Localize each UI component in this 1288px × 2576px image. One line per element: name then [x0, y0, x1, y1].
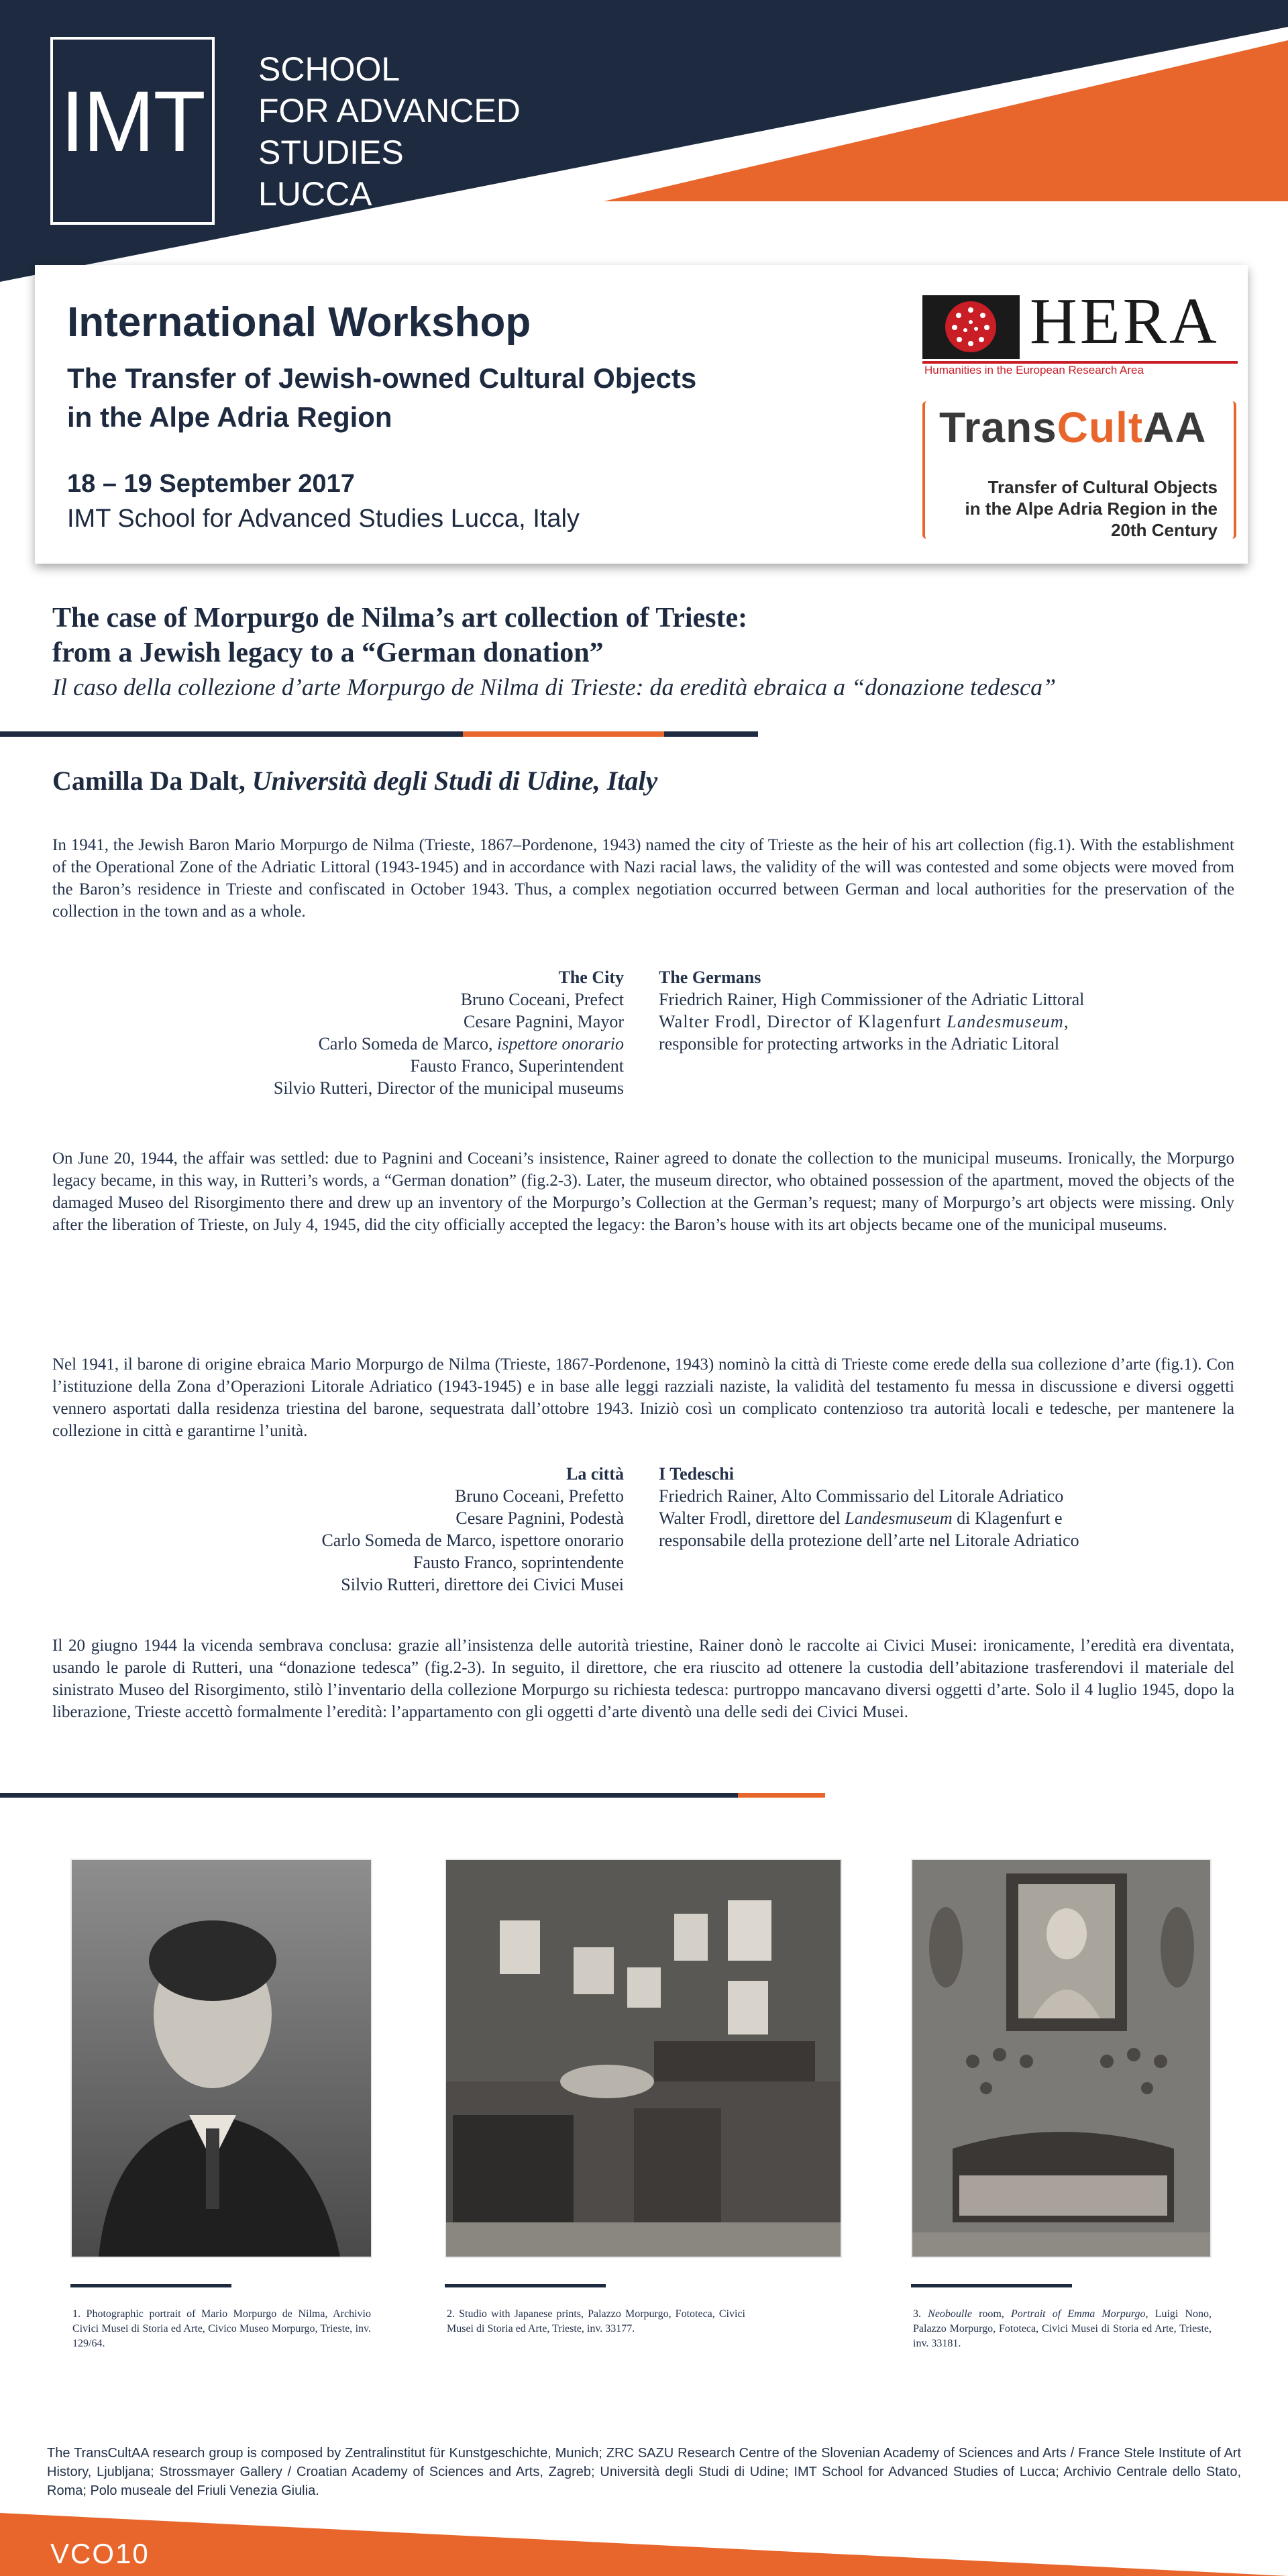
workshop-title: International Workshop: [67, 299, 531, 346]
city-member: Bruno Coceani, Prefect: [460, 990, 624, 1009]
english-city-heading: The City: [558, 968, 624, 987]
figure-1-caption: 1. Photographic portrait of Mario Morpurgo de Nilma, Archivio Civici Musei di Storia ed Arte, Civico Museo Morpurgo, Trieste, inv. 129/64.: [72, 2308, 371, 2349]
tedeschi-member: responsabile della protezione dell’arte nel Litorale Adriatico: [659, 1531, 1079, 1550]
figure-1-portrait-image: [70, 1859, 372, 2258]
transcult-trans: Trans: [939, 403, 1057, 452]
english-germans-list: [659, 966, 1195, 1055]
transcult-desc-line: in the Alpe Adria Region in the: [965, 499, 1218, 519]
workshop-place: IMT School for Advanced Studies Lucca, Italy: [67, 505, 580, 533]
transcult-cult: Cult: [1057, 403, 1144, 452]
tedeschi-member: Friedrich Rainer, Alto Commissario del Litorale Adriatico: [659, 1486, 1064, 1506]
transcult-desc-line: 20th Century: [1111, 520, 1218, 540]
city-member: Fausto Franco, Superintendent: [410, 1056, 624, 1076]
italian-city-list: [134, 1463, 624, 1596]
figure-2-caption: 2. Studio with Japanese prints, Palazzo Morpurgo, Fototeca, Civici Musei di Storia ed Arte, Trieste, inv. 33177.: [447, 2308, 745, 2334]
imt-logo-text: IMT: [60, 74, 205, 170]
transcult-logo: [939, 403, 1207, 452]
english-germans-heading: The Germans: [659, 968, 761, 987]
school-name: [258, 48, 521, 215]
school-line: SCHOOL: [258, 50, 400, 88]
case-title: [52, 601, 747, 670]
citta-member: Fausto Franco, soprintendente: [413, 1553, 624, 1572]
workshop-subtitle: [67, 359, 696, 437]
english-paragraph-2: On June 20, 1944, the affair was settled: due to Pagnini and Coceani’s insistence, Rainer agreed to donate the collection to the municipal museums. Ironically, the Morpurgo legacy became, in this way, in Rutteri’s words, a “German donation” (fig.2-3). Later, the museum director, who obtained possession of the apartment, moved the objects of the damaged Museo del Risorgimento there and drew up an inventory of the Morpurgo’s Collection at the German’s request; many of Morpurgo’s art objects were missing. Only after the liberation of Trieste, on July 4, 1945, did the city officially accepted the legacy: the Baron’s house with its art objects became one of the municipal museums.: [52, 1149, 1234, 1234]
english-city-list: [134, 966, 624, 1099]
school-line: FOR ADVANCED: [258, 92, 521, 130]
italian-germans-list: [659, 1463, 1195, 1551]
citta-member: Carlo Someda de Marco, ispettore onorario: [321, 1531, 624, 1550]
title-divider-navy-end: [664, 731, 758, 737]
school-line: LUCCA: [258, 175, 372, 213]
case-title-line: The case of Morpurgo de Nilma’s art collection of Trieste:: [52, 603, 748, 633]
english-paragraph-1: In 1941, the Jewish Baron Mario Morpurgo de Nilma (Trieste, 1867–Pordenone, 1943) named the city of Trieste as the heir of his art collection (fig.1). With the establishment of the Operational Zone of the Adriatic Littoral (1943-1945) and in accordance with Nazi racial laws, the validity of the will was contested and some objects were moved from the Baron’s residence in Trieste and confiscated in October 1943. Thus, a complex negotiation occurred between German and local authorities for the preservation of the collection in the town and as a whole.: [52, 836, 1234, 921]
figure-2-studio-image: [445, 1859, 842, 2258]
citta-member: Silvio Rutteri, direttore dei Civici Musei: [341, 1575, 624, 1594]
figure-3-caption-rule: [911, 2284, 1072, 2287]
city-member: Cesare Pagnini, Mayor: [463, 1012, 624, 1031]
germans-member: Friedrich Rainer, High Commissioner of the Adriatic Littoral: [659, 990, 1085, 1009]
workshop-subtitle-line: The Transfer of Jewish-owned Cultural Objects: [67, 362, 697, 394]
figure-2-caption-rule: [445, 2284, 606, 2287]
workshop-subtitle-line: in the Alpe Adria Region: [67, 401, 392, 433]
vco10-logo: VCO10: [50, 2538, 150, 2569]
author-line: [52, 765, 657, 796]
section-divider-orange: [738, 1793, 825, 1798]
hera-emblem-icon: [922, 295, 1020, 359]
workshop-date: 18 – 19 September 2017: [67, 470, 355, 498]
italian-paragraph-2: Il 20 giugno 1944 la vicenda sembrava conclusa: grazie all’insistenza delle autorità triestine, Rainer donò le raccolte ai Civici Musei: ironicamente, l’eredità era diventata, usando le parole di Rutteri, una “donazione tedesca” (fig.2-3). In seguito, il direttore, che era riuscito ad ottenere la custodia dell’abitazione trasferendovi il materiale del sinistrato Museo del Risorgimento, stilò l’inventario della collezione Morpurgo su richiesta tedesca: purtroppo mancavano diversi oggetti d’arte. Solo il 4 luglio 1945, dopo la liberazione, Trieste accettò formalmente l’eredità: l’appartamento con gli oggetti d’arte diventò una delle sedi dei Civici Musei.: [52, 1637, 1234, 1721]
transcult-desc-line: Transfer of Cultural Objects: [987, 477, 1218, 497]
germans-member: Walter Frodl, Director of Klagenfurt Landesmuseum,: [659, 1012, 1069, 1031]
school-line: STUDIES: [258, 134, 404, 171]
city-member: Carlo Someda de Marco, ispettore onorario: [318, 1034, 624, 1053]
italian-germans-heading: I Tedeschi: [659, 1464, 734, 1484]
footer-research-group: The TransCultAA research group is composed by Zentralinstitut für Kunstgeschichte, Munich; ZRC SAZU Research Centre of the Slovenian Academy of Sciences and Arts / France Stele Institute of Art History, Ljubljana; Strossmayer Gallery / Croatian Academy of Sciences and Arts, Zagreb; Università degli Studi di Udine; IMT School for Advanced Studies of Lucca; Archivio Centrale dello Stato, Roma; Polo museale del Friuli Venezia Giulia.: [47, 2446, 1241, 2498]
title-divider-navy: [0, 731, 463, 737]
city-member: Silvio Rutteri, Director of the municipal museums: [273, 1078, 624, 1098]
hera-wordmark: HERA: [1030, 285, 1220, 358]
citta-member: Bruno Coceani, Prefetto: [455, 1486, 624, 1506]
transcult-description: [932, 476, 1218, 541]
transcult-aa: AA: [1143, 403, 1207, 452]
title-divider-orange: [463, 731, 664, 737]
tedeschi-member: Walter Frodl, direttore del Landesmuseum di Klagenfurt e: [659, 1508, 1063, 1528]
section-divider-navy: [0, 1793, 738, 1798]
footer-background: [0, 2506, 1288, 2576]
case-title-italian: Il caso della collezione d’arte Morpurgo de Nilma di Trieste: da eredità ebraica a “donazione tedesca”: [52, 674, 1057, 701]
italian-city-heading: La città: [566, 1464, 624, 1484]
figure-3-caption: 3. Neoboulle room, Portrait of Emma Morpurgo, Luigi Nono, Palazzo Morpurgo, Fototeca, Civici Musei di Storia ed Arte, Trieste, inv. 33181.: [913, 2308, 1212, 2349]
italian-paragraph-1: Nel 1941, il barone di origine ebraica Mario Morpurgo de Nilma (Trieste, 1867-Pordenone, 1943) nominò la città di Trieste come erede della sua collezione d’arte (fig.1). Con l’istituzione della Zona d’Operazioni Litorale Adriatico (1943-1945) e in base alle leggi razziali naziste, la validità del testamento fu messa in discussione e diversi oggetti vennero asportati dalla residenza triestina del barone, sequestrata dall’ottobre 1943. Iniziò così un complicato contenzioso tra autorità locali e tedesche, per mantenere la collezione in città e garantirne l’unità.: [52, 1355, 1234, 1440]
hera-tagline: Humanities in the European Research Area: [924, 364, 1144, 376]
case-title-line: from a Jewish legacy to a “German donation”: [52, 637, 604, 668]
germans-member: responsible for protecting artworks in the Adriatic Litoral: [659, 1034, 1060, 1053]
figure-3-room-image: [911, 1859, 1212, 2258]
author-name: Camilla Da Dalt,: [52, 766, 246, 796]
citta-member: Cesare Pagnini, Podestà: [455, 1508, 624, 1528]
author-affiliation: Università degli Studi di Udine, Italy: [252, 766, 658, 796]
figure-1-caption-rule: [70, 2284, 231, 2287]
